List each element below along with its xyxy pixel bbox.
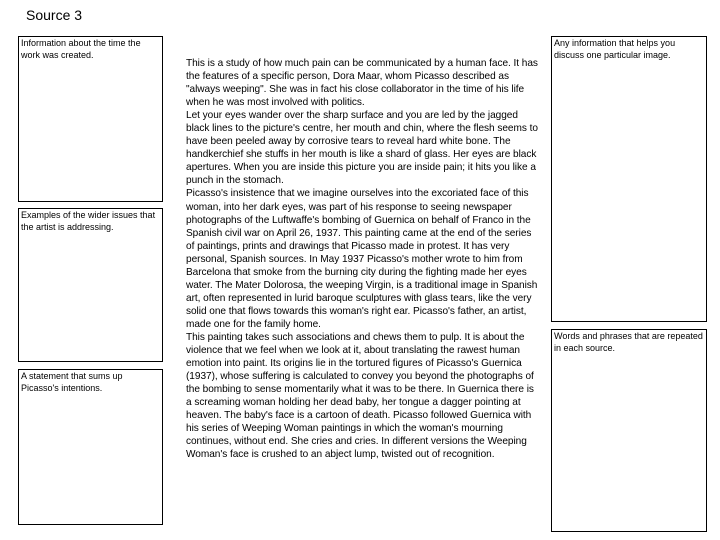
page-title: Source 3 (26, 7, 83, 23)
notes-box-statement[interactable] (18, 369, 163, 525)
paragraph: Let your eyes wander over the sharp surface and you are led by the jagged black lines to the picture's centre, her mouth and chin, where the flesh seems to have been peeled away by corrosive tears to reveal hard white bone. The handkerchief she stuffs in her mouth is like a shard of glass. Her eyes are black apertures. When you are inside this picture you are inside pain; it hits you like a punch in the stomach. (186, 110, 538, 187)
paragraph: Picasso's insistence that we imagine ourselves into the excoriated face of this woman, into her dark eyes, was part of his response to seeing newspaper photographs of the Luftwaffe's bombing of Guernica on behalf of Franco in the Spanish civil war on April 26, 1937. This painting came at the end of the series of paintings, prints and drawings that Picasso made in protest. It has very personal, Spanish sources. In May 1937 Picasso's mother wrote to him from Barcelona that smoke from the burning city during the fighting made her eyes water. The Mater Dolorosa, the weeping Virgin, is a traditional image in Spanish art, often represented in lurid baroque sculptures with glass tears, like the very solid one that flows towards this woman's right ear. Picasso's father, an artist, made one for the family home. (186, 188, 538, 330)
notes-box-issues-label: Examples of the wider issues that the artist is addressing. (21, 210, 156, 232)
notes-box-info-label: Any information that helps you discuss one particular image. (554, 38, 676, 60)
source-text (186, 57, 540, 461)
paragraph: This is a study of how much pain can be communicated by a human face. It has the features of a specific person, Dora Maar, whom Picasso described as "always weeping". She was in fact his close collaborator in the time of his life when he was most involved with politics. (186, 58, 538, 109)
notes-box-time-label: Information about the time the work was created. (21, 38, 141, 60)
notes-box-time[interactable] (18, 36, 163, 202)
notes-box-words-label: Words and phrases that are repeated in each source. (554, 331, 703, 353)
notes-box-info[interactable] (551, 36, 707, 322)
notes-box-words[interactable] (551, 329, 707, 532)
notes-box-statement-label: A statement that sums up Picasso's intentions. (21, 371, 123, 393)
paragraph: This painting takes such associations and chews them to pulp. It is about the violence that we feel when we look at it, about translating the rawest human emotion into paint. Its origins lie in the tortured figures of Picasso's Guernica (1937), whose suffering is calculated to convey you beyond the photographs of the bombing to sense momentarily what it was to be there. In Guernica there is a screaming woman holding her dead baby, her tongue a dagger pointing at heaven. The baby's face is a cartoon of death. Picasso followed Guernica with his series of Weeping Woman paintings in which the woman's mourning continues, without end. She cries and cries. In different versions the Weeping Woman's face is crushed to an abject lump, twisted out of recognition. (186, 331, 534, 461)
notes-box-issues[interactable] (18, 208, 163, 362)
